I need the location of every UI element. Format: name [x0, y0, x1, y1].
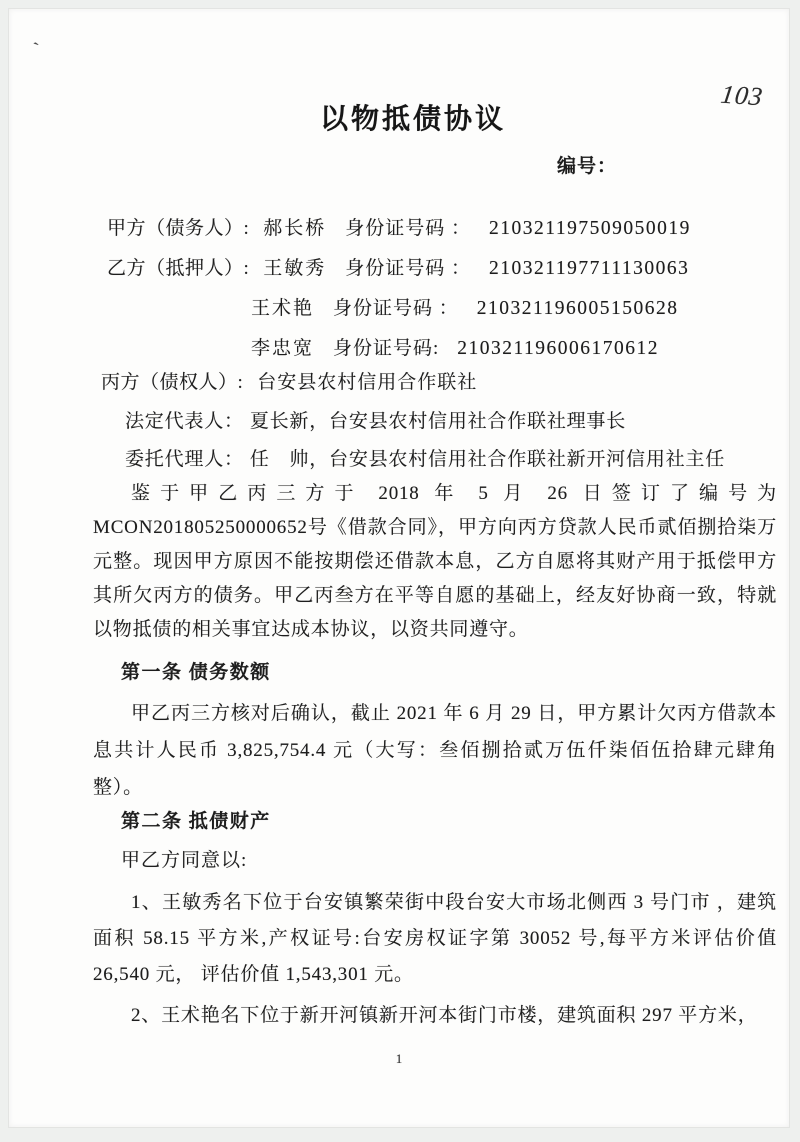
article1-body-paragraph: 甲乙丙三方核对后确认，截止 2021 年 6 月 29 日，甲方累计欠丙方借款本息共计人民币 3,825,754.4 元（大写：叁佰捌拾贰万伍仟柒佰伍拾肆元肆角整）。 [93, 703, 777, 798]
id-number-label: 身份证号码 ： [345, 218, 472, 239]
article2-item1-paragraph: 1、王敏秀名下位于台安镇繁荣街中段台安大市场北侧西 3 号门市 ，建筑面积 58.15 平方米,产权证号:台安房权证字第 30052 号,每平方米评估价值 26,540 元， 评估价值 1,543,301 元。 [93, 892, 777, 985]
footer-page-number: 1 [395, 1051, 403, 1066]
document-page [8, 8, 790, 1128]
document-title: 以物抵债协议 [319, 104, 506, 135]
preamble-paragraph: 鉴于甲乙丙三方于 2018 年 5 月 26 日签订了编号为 MCON201805250000652号《借款合同》，甲方向丙方贷款人民币贰佰捌拾柒万元整。现因甲方原因不能按期偿还借款本息，乙方自愿将其财产用于抵偿甲方其所欠丙方的债务。甲乙丙叁方在平等自愿的基础上，经友好协商一致，特就以物抵债的相关事宜达成本协议，以资共同遵守。 [93, 483, 777, 640]
id-number-value: 210321196005150628 [476, 298, 679, 319]
id-number-value: 210321197711130063 [489, 258, 690, 279]
party-row-pledgor-2 [107, 289, 769, 329]
party-name: 李忠宽 [251, 338, 315, 359]
party-row-debtor [107, 209, 769, 249]
authorized-agent-label: 委托代理人： [125, 449, 244, 470]
reference-number-label: 编号： [557, 156, 618, 177]
party-row-creditor [101, 367, 477, 394]
party-row-pledgor-1 [107, 249, 769, 289]
party-role-label: 甲方（债务人）: [107, 218, 250, 239]
creditor-name: 台安县农村信用合作联社 [257, 372, 478, 393]
party-name: 郝长桥 [263, 218, 327, 239]
party-row-pledgor-3 [107, 329, 769, 369]
authorized-agent-row [125, 444, 725, 471]
scan-stray-mark: ` [31, 38, 45, 62]
id-number-label: 身份证号码 ： [345, 258, 472, 279]
article2-heading: 第二条 抵债财产 [121, 811, 271, 832]
article2-intro-line: 甲乙方同意以: [121, 850, 248, 871]
article2-item2-paragraph: 2、王术艳名下位于新开河镇新开河本街门市楼，建筑面积 297 平方米， [131, 1005, 758, 1026]
party-name: 王术艳 [251, 298, 315, 319]
id-number-label: 身份证号码: [333, 338, 440, 359]
id-number-value: 210321196006170612 [457, 338, 660, 359]
corner-page-number: 103 [719, 79, 766, 112]
party-role-label: 乙方（抵押人）: [107, 258, 250, 279]
legal-representative-row [125, 406, 626, 433]
authorized-agent-value: 任 帅，台安县农村信用社合作联社新开河信用社主任 [249, 449, 726, 470]
party-role-label: 丙方（债权人）: [101, 372, 244, 393]
id-number-label: 身份证号码 ： [333, 298, 459, 319]
parties-section [107, 209, 769, 369]
article1-heading: 第一条 债务数额 [121, 662, 271, 683]
party-name: 王敏秀 [263, 258, 327, 279]
legal-representative-value: 夏长新，台安县农村信用社合作联社理事长 [249, 411, 627, 432]
legal-representative-label: 法定代表人： [125, 411, 244, 432]
id-number-value: 210321197509050019 [489, 218, 691, 239]
